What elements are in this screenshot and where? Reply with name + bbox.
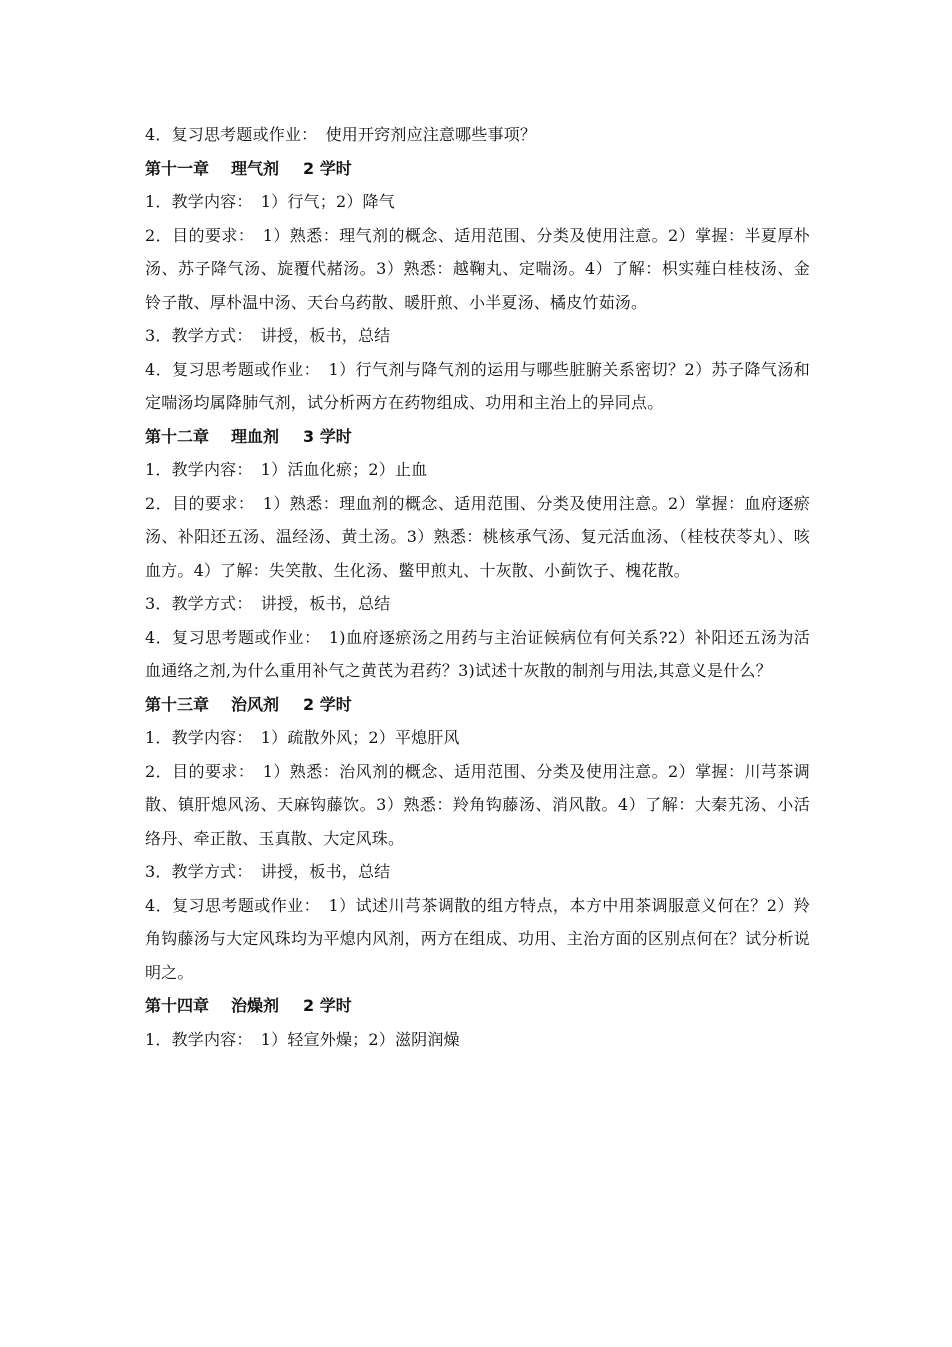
chapter-hours: 2 学时 [303, 996, 352, 1015]
ch13-review-questions: 4．复习思考题或作业： 1）试述川芎茶调散的组方特点，本方中用茶调服意义何在？2）羚角钩藤汤与大定风珠均为平熄内风剂，两方在组成、功用、主治方面的区别点何在？试分析说明之。 [145, 895, 810, 982]
chapter-title: 理气剂 [231, 158, 280, 178]
ch14-teaching-content: 1．教学内容： 1）轻宣外燥；2）滋阴润燥 [145, 1029, 460, 1049]
ch11-teaching-method: 3．教学方式： 讲授，板书，总结 [145, 326, 391, 345]
ch12-review-questions: 4．复习思考题或作业： 1)血府逐瘀汤之用药与主治证候病位有何关系?2）补阳还五汤为活血通络之剂,为什么重用补气之黄芪为君药？3)试述十灰散的制剂与用法,其意义是什么？ [145, 627, 810, 680]
page-content [145, 118, 810, 1056]
chapter-number: 第十一章 [145, 158, 210, 178]
ch12-objectives: 2．目的要求： 1）熟悉：理血剂的概念、适用范围、分类及使用注意。2）掌握：血府逐瘀汤、补阳还五汤、温经汤、黄土汤。3）熟悉：桃核承气汤、复元活血汤、（桂枝茯苓丸）、咳血方。4）了解：失笑散、生化汤、鳖甲煎丸、十灰散、小蓟饮子、槐花散。 [145, 493, 810, 580]
ch11-objectives: 2．目的要求： 1）熟悉：理气剂的概念、适用范围、分类及使用注意。2）掌握：半夏厚朴汤、苏子降气汤、旋覆代赭汤。3）熟悉：越鞠丸、定喘汤。4）了解：枳实薤白桂枝汤、金铃子散、厚朴温中汤、天台乌药散、暖肝煎、小半夏汤、橘皮竹茹汤。 [145, 225, 810, 312]
chapter-hours: 2 学时 [303, 694, 352, 714]
ch11-review-questions: 4．复习思考题或作业： 1）行气剂与降气剂的运用与哪些脏腑关系密切？2）苏子降气汤和定喘汤均属降肺气剂，试分析两方在药物组成、功用和主治上的异同点。 [145, 359, 810, 412]
ch13-teaching-content: 1．教学内容： 1）疏散外风；2）平熄肝风 [145, 728, 460, 747]
chapter-14-heading [145, 989, 810, 1023]
ch12-teaching-method: 3．教学方式： 讲授，板书，总结 [145, 594, 391, 613]
ch12-teaching-content: 1．教学内容： 1）活血化瘀；2）止血 [145, 460, 428, 479]
chapter-13-heading [145, 688, 810, 722]
chapter-number: 第十二章 [145, 426, 210, 446]
chapter-12-heading [145, 420, 810, 454]
ch11-teaching-content: 1．教学内容： 1）行气；2）降气 [145, 192, 395, 211]
chapter-number: 第十四章 [145, 996, 210, 1015]
chapter-number: 第十三章 [145, 694, 210, 714]
ch13-objectives: 2．目的要求： 1）熟悉：治风剂的概念、适用范围、分类及使用注意。2）掌握：川芎茶调散、镇肝熄风汤、天麻钩藤饮。3）熟悉：羚角钩藤汤、消风散。4）了解：大秦艽汤、小活络丹、牵正散、玉真散、大定风珠。 [145, 761, 810, 848]
chapter-title: 治风剂 [231, 694, 280, 714]
chapter-hours: 3 学时 [303, 426, 352, 446]
chapter-title: 治燥剂 [231, 996, 280, 1015]
chapter-title: 理血剂 [231, 426, 280, 446]
ch13-teaching-method: 3．教学方式： 讲授，板书，总结 [145, 862, 391, 881]
chapter-hours: 2 学时 [303, 158, 352, 178]
chapter-11-heading [145, 152, 810, 186]
ch10-review-question: 4．复习思考题或作业： 使用开窍剂应注意哪些事项？ [145, 125, 537, 144]
